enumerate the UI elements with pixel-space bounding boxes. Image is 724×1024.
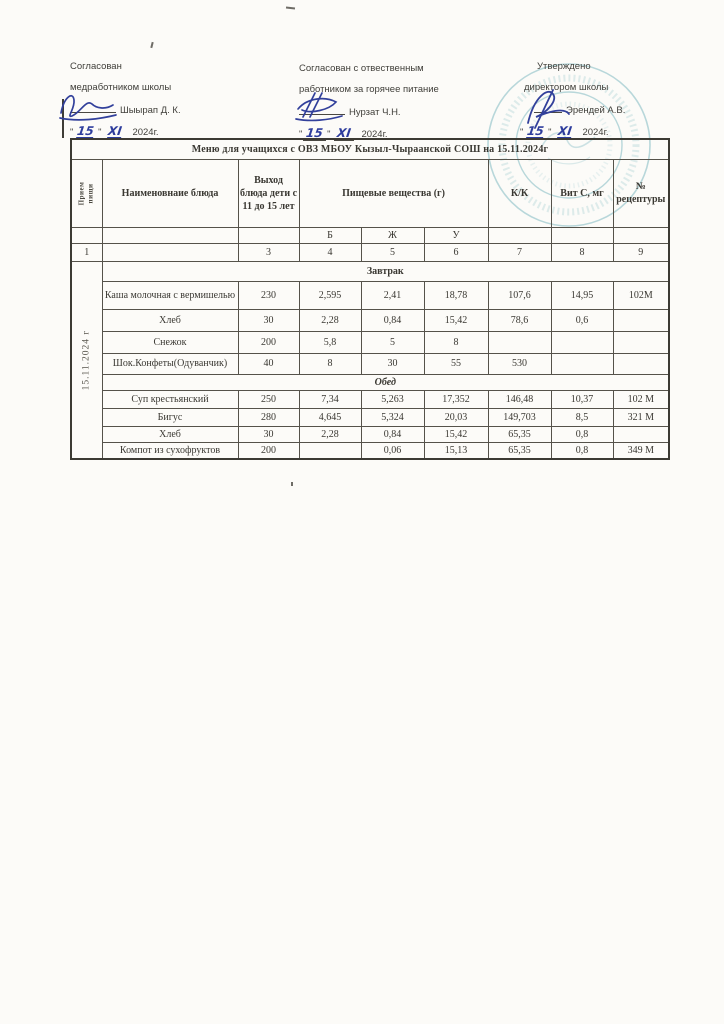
cell-protein bbox=[299, 442, 361, 459]
date-year: 2024г. bbox=[582, 126, 609, 138]
cell-fat: 5,263 bbox=[361, 390, 424, 408]
column-number: 5 bbox=[361, 243, 424, 261]
scan-artifact bbox=[150, 42, 153, 48]
cell-vitc bbox=[551, 353, 613, 374]
approval-date-line bbox=[520, 125, 670, 139]
handwritten-month: XI bbox=[557, 123, 573, 138]
date-vertical-cell bbox=[71, 261, 102, 459]
handwritten-day: 15 bbox=[305, 125, 325, 140]
cell-kcal: 530 bbox=[488, 353, 551, 374]
cell-vitc: 0,8 bbox=[551, 426, 613, 442]
quote-mark: " bbox=[299, 128, 303, 140]
table-row bbox=[71, 442, 669, 459]
empty-cell bbox=[551, 227, 613, 243]
cell-dish: Хлеб bbox=[102, 309, 238, 331]
handwritten-month: XI bbox=[336, 125, 352, 140]
scan-artifact bbox=[286, 7, 295, 10]
subheader-fat: Ж bbox=[361, 227, 424, 243]
cell-kcal: 146,48 bbox=[488, 390, 551, 408]
column-number: 1 bbox=[71, 243, 102, 261]
cell-protein: 2,595 bbox=[299, 281, 361, 309]
cell-protein: 7,34 bbox=[299, 390, 361, 408]
cell-vitc: 14,95 bbox=[551, 281, 613, 309]
cell-output: 40 bbox=[238, 353, 299, 374]
column-number: 8 bbox=[551, 243, 613, 261]
scan-artifact bbox=[62, 99, 64, 138]
approval-subheading: работником за горячее питание bbox=[299, 83, 439, 95]
cell-recipe bbox=[613, 426, 669, 442]
empty-cell bbox=[488, 227, 551, 243]
header-kcal: К/К bbox=[488, 159, 551, 227]
cell-dish: Суп крестьянский bbox=[102, 390, 238, 408]
cell-kcal: 65,35 bbox=[488, 426, 551, 442]
quote-mark: " bbox=[70, 126, 74, 138]
column-number: 6 bbox=[424, 243, 488, 261]
header-nutrients: Пищевые вещества (г) bbox=[299, 159, 488, 227]
table-row bbox=[71, 408, 669, 426]
cell-recipe bbox=[613, 309, 669, 331]
cell-kcal: 149,703 bbox=[488, 408, 551, 426]
quote-mark: " bbox=[327, 128, 331, 140]
cell-fat: 5,324 bbox=[361, 408, 424, 426]
cell-vitc: 0,8 bbox=[551, 442, 613, 459]
cell-carbs: 15,42 bbox=[424, 309, 488, 331]
table-row bbox=[71, 426, 669, 442]
approval-heading: Согласован bbox=[70, 61, 122, 72]
quote-mark: " bbox=[548, 126, 552, 138]
document-title: Меню для учащихся с ОВЗ МБОУ Кызыл-Чыраанской СОШ на 15.11.2024г bbox=[71, 139, 669, 159]
cell-protein: 8 bbox=[299, 353, 361, 374]
section-lunch: Обед bbox=[102, 374, 669, 390]
cell-kcal: 65,35 bbox=[488, 442, 551, 459]
cell-carbs: 18,78 bbox=[424, 281, 488, 309]
signature-name-line bbox=[299, 105, 514, 118]
cell-vitc: 0,6 bbox=[551, 309, 613, 331]
scan-artifact bbox=[291, 482, 293, 486]
cell-fat: 0,06 bbox=[361, 442, 424, 459]
cell-fat: 0,84 bbox=[361, 426, 424, 442]
cell-carbs: 20,03 bbox=[424, 408, 488, 426]
cell-fat: 5 bbox=[361, 331, 424, 353]
cell-dish: Бигус bbox=[102, 408, 238, 426]
cell-output: 30 bbox=[238, 426, 299, 442]
header-vitamin-c: Вит С, мг bbox=[551, 159, 613, 227]
cell-fat: 30 bbox=[361, 353, 424, 374]
cell-fat: 2,41 bbox=[361, 281, 424, 309]
column-number: 3 bbox=[238, 243, 299, 261]
approval-heading: Утверждено bbox=[537, 61, 591, 72]
section-breakfast: Завтрак bbox=[102, 261, 669, 281]
approval-date-line bbox=[70, 125, 265, 139]
signature-name-line bbox=[534, 103, 670, 116]
handwritten-month: XI bbox=[107, 123, 123, 138]
signature-underscore bbox=[534, 103, 562, 113]
empty-cell bbox=[613, 227, 669, 243]
cell-kcal: 107,6 bbox=[488, 281, 551, 309]
cell-vitc bbox=[551, 331, 613, 353]
empty-cell bbox=[71, 227, 102, 243]
cell-vitc: 10,37 bbox=[551, 390, 613, 408]
approver-name: Нурзат Ч.Н. bbox=[349, 107, 401, 118]
cell-recipe: 349 М bbox=[613, 442, 669, 459]
date-year: 2024г. bbox=[132, 126, 159, 138]
signature-underscore bbox=[70, 103, 116, 113]
cell-carbs: 15,42 bbox=[424, 426, 488, 442]
cell-carbs: 15,13 bbox=[424, 442, 488, 459]
column-number bbox=[102, 243, 238, 261]
cell-carbs: 55 bbox=[424, 353, 488, 374]
cell-output: 250 bbox=[238, 390, 299, 408]
cell-kcal bbox=[488, 331, 551, 353]
cell-kcal: 78,6 bbox=[488, 309, 551, 331]
menu-table bbox=[70, 138, 670, 460]
cell-fat: 0,84 bbox=[361, 309, 424, 331]
header-portion-output: Выход блюда дети с 11 до 15 лет bbox=[238, 159, 299, 227]
cell-dish: Компот из сухофруктов bbox=[102, 442, 238, 459]
date-year: 2024г. bbox=[361, 128, 388, 140]
menu-date-vertical: 15.11.2024 г bbox=[81, 329, 92, 391]
cell-output: 230 bbox=[238, 281, 299, 309]
cell-protein: 4,645 bbox=[299, 408, 361, 426]
cell-carbs: 17,352 bbox=[424, 390, 488, 408]
cell-recipe bbox=[613, 331, 669, 353]
cell-dish: Шок.Конфеты(Одуванчик) bbox=[102, 353, 238, 374]
signature-underscore bbox=[299, 105, 345, 115]
cell-protein: 5,8 bbox=[299, 331, 361, 353]
column-number: 9 bbox=[613, 243, 669, 261]
cell-dish: Хлеб bbox=[102, 426, 238, 442]
quote-mark: " bbox=[520, 126, 524, 138]
cell-output: 30 bbox=[238, 309, 299, 331]
cell-recipe: 321 М bbox=[613, 408, 669, 426]
handwritten-day: 15 bbox=[76, 123, 96, 138]
column-number: 4 bbox=[299, 243, 361, 261]
approval-heading: Согласован с отвественным bbox=[299, 63, 424, 74]
cell-output: 200 bbox=[238, 442, 299, 459]
header-dish-name: Наименовнаие блюда bbox=[102, 159, 238, 227]
empty-cell bbox=[238, 227, 299, 243]
header-meal-word1: Прием bbox=[77, 181, 86, 205]
table-row bbox=[71, 390, 669, 408]
cell-recipe: 102М bbox=[613, 281, 669, 309]
table-row bbox=[71, 331, 669, 353]
signature-name-line bbox=[70, 103, 265, 116]
quote-mark: " bbox=[98, 126, 102, 138]
column-number: 7 bbox=[488, 243, 551, 261]
cell-dish: Каша молочная с вермишелью bbox=[102, 281, 238, 309]
approver-name: Эрендей А.В. bbox=[566, 105, 626, 116]
subheader-carbs: У bbox=[424, 227, 488, 243]
table-row bbox=[71, 309, 669, 331]
cell-output: 200 bbox=[238, 331, 299, 353]
cell-vitc: 8,5 bbox=[551, 408, 613, 426]
cell-recipe: 102 М bbox=[613, 390, 669, 408]
handwritten-day: 15 bbox=[526, 123, 546, 138]
cell-recipe bbox=[613, 353, 669, 374]
cell-dish: Снежок bbox=[102, 331, 238, 353]
cell-output: 280 bbox=[238, 408, 299, 426]
header-recipe-number: № рецептуры bbox=[613, 159, 669, 227]
approval-block-director bbox=[520, 62, 670, 139]
approval-subheading: медработником школы bbox=[70, 81, 172, 93]
cell-carbs: 8 bbox=[424, 331, 488, 353]
header-meal-column bbox=[71, 159, 102, 227]
approver-name: Шыырап Д. К. bbox=[120, 105, 181, 116]
approval-block-catering bbox=[299, 64, 514, 141]
table-row bbox=[71, 281, 669, 309]
cell-protein: 2,28 bbox=[299, 426, 361, 442]
header-meal-word2: пищи bbox=[86, 183, 95, 204]
table-row bbox=[71, 353, 669, 374]
approval-subheading: директором школы bbox=[524, 81, 609, 93]
approval-block-medworker bbox=[70, 62, 265, 139]
empty-cell bbox=[102, 227, 238, 243]
cell-protein: 2,28 bbox=[299, 309, 361, 331]
subheader-protein: Б bbox=[299, 227, 361, 243]
